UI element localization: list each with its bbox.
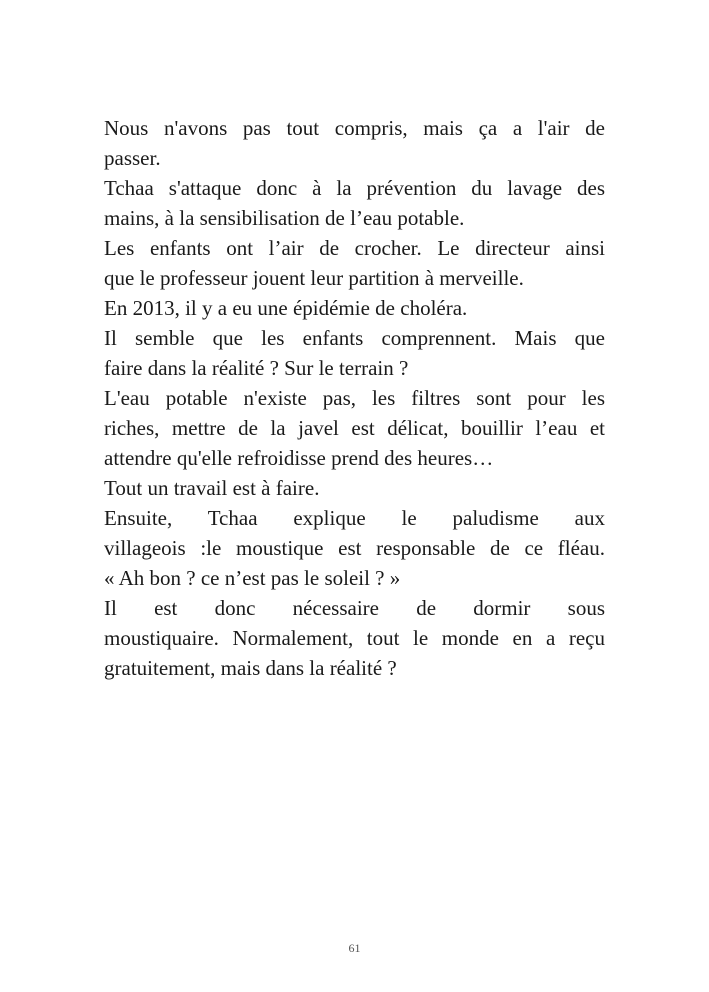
text-line: riches, mettre de la javel est délicat, bouillir l’eau et [104,416,605,440]
text-line: Ensuite, Tchaa explique le paludisme aux [104,506,605,530]
body-text [104,113,605,683]
page-number: 61 [348,941,361,955]
text-line: attendre qu'elle refroidisse prend des heures… [104,446,494,470]
text-line: Il est donc nécessaire de dormir sous [104,596,605,620]
text-line: faire dans la réalité ? Sur le terrain ? [104,356,409,380]
text-line: Tchaa s'attaque donc à la prévention du lavage des [104,176,605,200]
text-line: Nous n'avons pas tout compris, mais ça a l'air de [104,116,605,140]
text-line: L'eau potable n'existe pas, les filtres sont pour les [104,386,605,410]
text-line: mains, à la sensibilisation de l’eau potable. [104,206,465,230]
text-line: Les enfants ont l’air de crocher. Le directeur ainsi [104,236,605,260]
text-line: Il semble que les enfants comprennent. Mais que [104,326,605,350]
text-line: « Ah bon ? ce n’est pas le soleil ? » [104,566,401,590]
text-line: gratuitement, mais dans la réalité ? [104,656,397,680]
text-line: En 2013, il y a eu une épidémie de choléra. [104,296,468,320]
text-line: villageois :le moustique est responsable de ce fléau. [104,536,605,560]
text-line: Tout un travail est à faire. [104,476,320,500]
text-line: moustiquaire. Normalement, tout le monde en a reçu [104,626,605,650]
text-line: que le professeur jouent leur partition à merveille. [104,266,524,290]
text-line: passer. [104,146,161,170]
